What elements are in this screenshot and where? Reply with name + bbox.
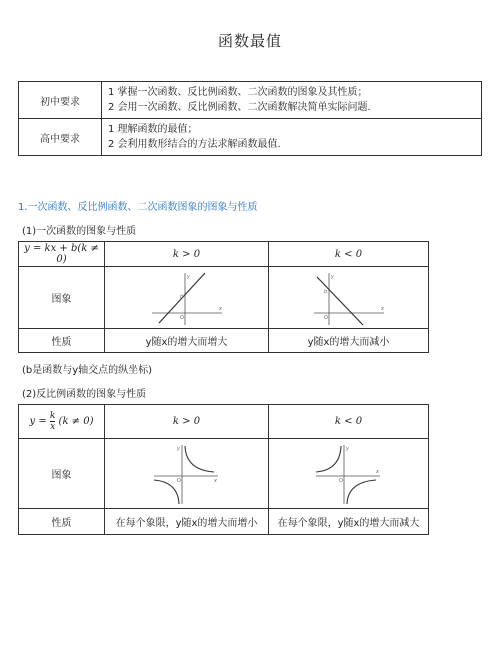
property-increasing: y随x的增大而增大 — [105, 329, 269, 353]
hyperbola-branch-quadrant-3 — [154, 477, 181, 504]
origin-label: O — [338, 477, 343, 484]
requirement-label: 初中要求 — [19, 82, 102, 119]
requirement-items — [102, 119, 482, 156]
inverse-graph-negative — [269, 439, 429, 509]
hyperbola-branch-quadrant-1 — [185, 446, 214, 472]
linear-subtitle: (1)一次函数的图象与性质 — [22, 226, 137, 237]
property-negative: 在每个象限，y随x的增大而减大 — [269, 509, 429, 535]
property-row — [19, 509, 429, 535]
property-positive: 在每个象限，y随x的增大而增小 — [105, 509, 269, 535]
y-axis-label: y — [186, 273, 190, 280]
x-axis-label: x — [218, 305, 222, 312]
requirement-item: 1 掌握一次函数、反比例函数、二次函数的图象及其性质； — [108, 87, 368, 98]
fraction-denominator: x — [50, 422, 56, 432]
x-axis-label: x — [213, 477, 217, 484]
table-header-row — [19, 405, 429, 439]
requirement-item: 1 理解函数的最值； — [108, 124, 198, 135]
origin-label: O — [323, 314, 328, 321]
header-k-negative: k < 0 — [269, 242, 429, 267]
graph-row-label: 图象 — [19, 439, 105, 509]
page-title: 函数最值 — [217, 32, 282, 50]
origin-label: O — [179, 314, 184, 321]
intercept-note: (b是函数与y轴交点的纵坐标) — [22, 365, 153, 376]
hyperbola-negative-graph — [314, 442, 384, 506]
section-title: 1.一次函数、反比例函数、二次函数图象的图象与性质 — [18, 202, 258, 213]
requirement-row-senior — [19, 119, 482, 156]
property-row-label: 性质 — [19, 329, 105, 353]
requirement-item: 2 会用一次函数、反比例函数、二次函数解决简单实际问题. — [108, 102, 371, 113]
y-axis-label: y — [345, 445, 349, 452]
graph-row — [19, 439, 429, 509]
requirement-items — [102, 82, 482, 119]
inverse-subtitle: (2)反比例函数的图象与性质 — [22, 389, 147, 400]
header-k-positive: k > 0 — [105, 242, 269, 267]
property-row-label: 性质 — [19, 509, 105, 535]
linear-graph-decreasing — [269, 267, 429, 329]
intercept-label: b — [179, 293, 183, 300]
fraction — [50, 411, 55, 432]
formula-condition: (k ≠ 0) — [58, 416, 94, 427]
requirements-table — [18, 81, 482, 156]
fraction-numerator: k — [49, 411, 56, 421]
x-axis-label: x — [380, 305, 384, 312]
inverse-graph-positive — [105, 439, 269, 509]
inverse-function-table — [18, 404, 429, 535]
hyperbola-branch-quadrant-2 — [316, 446, 341, 472]
line-decreasing-graph — [309, 269, 389, 327]
graph-row-label: 图象 — [19, 267, 105, 329]
graph-row — [19, 267, 429, 329]
function-formula — [19, 405, 105, 439]
property-decreasing: y随x的增大而减小 — [269, 329, 429, 353]
requirement-label: 高中要求 — [19, 119, 102, 156]
header-k-negative: k < 0 — [269, 405, 429, 439]
requirement-row-junior — [19, 82, 482, 119]
header-k-positive: k > 0 — [105, 405, 269, 439]
y-axis-label: y — [330, 273, 334, 280]
linear-graph-increasing — [105, 267, 269, 329]
hyperbola-positive-graph — [152, 442, 222, 506]
y-axis-label: y — [176, 445, 180, 452]
hyperbola-branch-quadrant-4 — [347, 480, 376, 504]
formula-y: y = — [29, 416, 47, 427]
x-axis-label: x — [375, 468, 379, 475]
origin-label: O — [176, 477, 181, 484]
intercept-label: b — [323, 288, 327, 295]
requirement-item: 2 会利用数形结合的方法求解函数最值. — [108, 139, 281, 150]
linear-function-table — [18, 241, 429, 353]
table-header-row — [19, 242, 429, 267]
property-row — [19, 329, 429, 353]
function-formula: y = kx + b(k ≠ 0) — [19, 242, 105, 267]
line-increasing-graph — [147, 269, 227, 327]
